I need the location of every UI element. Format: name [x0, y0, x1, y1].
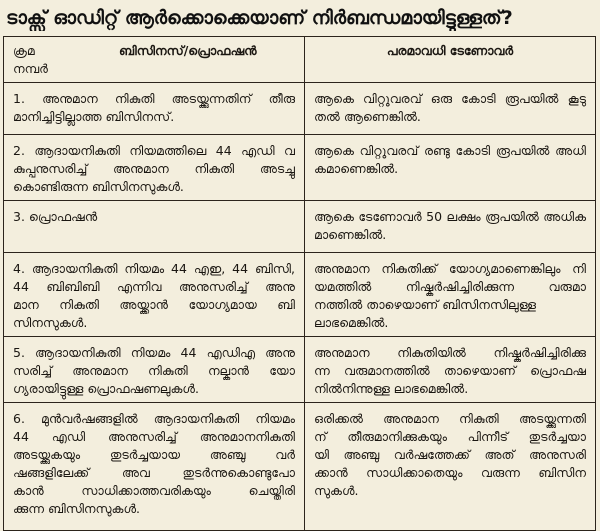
business-text-line: 1. അനുമാന നികുതി അടയ്ക്കുന്നതിന് തീരു	[13, 91, 295, 106]
business-text-line: ഗ്യരായിട്ടുള്ള പ്രൊഫഷണലുകൾ.	[13, 381, 199, 396]
business-text-line: ക്കുന്ന ബിസിനസുകൾ.	[13, 501, 141, 516]
business-text-line: 6. മുൻവർഷങ്ങളിൽ ആദായനികുതി നിയമം	[13, 411, 295, 426]
turnover-text-line: നത്തിൽ താഴെയാണ് ബിസിനസിലുള്ള	[314, 297, 536, 312]
table-row	[4, 402, 595, 530]
business-header-cell	[4, 37, 305, 82]
business-text-line: കുപ്പനുസരിച്ച് അനുമാന നികുതി അടച്ചു	[13, 161, 295, 176]
business-cell	[4, 135, 305, 200]
turnover-cell	[305, 253, 595, 336]
business-text-line: 4. ആദായനികുതി നിയമം 44 എഇ, 44 ബിസി,	[13, 261, 295, 276]
table-row	[4, 200, 595, 252]
business-cell	[4, 201, 305, 252]
table-row	[4, 82, 595, 134]
turnover-text-line: മാണെങ്കിൽ.	[314, 227, 387, 242]
turnover-text-line: ആകെ ടേണോവർ 50 ലക്ഷം രൂപയിൽ അധിക	[314, 209, 586, 224]
turnover-text-line: അനുമാന നികുതിയിൽ നിഷ്കർഷിച്ചിരിക്കു	[314, 345, 586, 360]
business-text-line: മാന നികുതി അയ്ക്കാൻ യോഗ്യമായ ബി	[13, 297, 295, 312]
turnover-cell	[305, 83, 595, 134]
business-text-line: ഷങ്ങളിലേക്ക് അവ തുടർന്നുകൊണ്ടുപോ	[13, 465, 295, 480]
business-text-line: സരിച്ച് അനുമാന നികുതി നല്കാൻ യോ	[13, 363, 295, 378]
table-row	[4, 252, 595, 336]
tax-audit-table	[3, 36, 596, 531]
serial-label-line: നമ്പർ	[13, 61, 48, 76]
turnover-text-line: ലാഭമെങ്കിൽ.	[314, 315, 389, 330]
business-text-line: മാനിച്ചിട്ടില്ലാത്ത ബിസിനസ്.	[13, 109, 175, 124]
business-text-line: കാൻ സാധിക്കാത്തവരികയും ചെയ്തിരി	[13, 483, 295, 498]
turnover-cell	[305, 337, 595, 402]
business-text-line: 5. ആദായനികുതി നിയമം 44 എഡിഎ അനു	[13, 345, 295, 360]
turnover-text-line: ഒരിക്കൽ അനുമാന നികുതി അടയ്ക്കുന്നതി	[314, 411, 586, 426]
turnover-text-line: ന്ന വരുമാനത്തിൽ താഴെയാണ് പ്രൊഫഷ	[314, 363, 586, 378]
business-cell	[4, 253, 305, 336]
business-header-label: ബിസിനസ്/പ്രൊഫഷൻ	[119, 43, 257, 58]
table-row	[4, 336, 595, 402]
turnover-cell	[305, 403, 595, 530]
business-cell	[4, 83, 305, 134]
turnover-text-line: യമത്തിൽ നിഷ്കർഷിച്ചിരിക്കുന്ന വരുമാ	[314, 279, 586, 294]
turnover-text-line: അനുമാന നികുതിക്ക് യോഗ്യമാണെങ്കിലും നി	[314, 261, 586, 276]
turnover-cell	[305, 135, 595, 200]
serial-label-line: ക്രമ	[13, 43, 35, 58]
business-text-line: സിനസുകൾ.	[13, 315, 88, 330]
page-title: ടാക്സ് ഓഡിറ്റ് ആർക്കൊക്കെയാണ് നിർബന്ധമായിട്ടുള്ളത്?	[6, 7, 513, 29]
business-text-line: 2. ആദായനികുതി നിയമത്തിലെ 44 എഡി വ	[13, 143, 295, 158]
turnover-cell	[305, 201, 595, 252]
turnover-text-line: ആകെ വിറ്റുവരവ് ഒരു കോടി രൂപയിൽ കൂടു	[314, 91, 586, 106]
turnover-text-line: ന് തീരുമാനിക്കുകയും പിന്നീട് തുടർച്ചയാ	[314, 429, 586, 444]
business-text-line: 44 എഡി അനുസരിച്ച് അനുമാനനികുതി	[13, 429, 295, 444]
turnover-text-line: യി അഞ്ചു വർഷത്തേക്ക് അത് അനുസരി	[314, 447, 586, 462]
business-text-line: കൊണ്ടിരുന്ന ബിസിനസുകൾ.	[13, 179, 184, 194]
turnover-text-line: സുകൾ.	[314, 483, 359, 498]
turnover-text-line: തൽ ആണെങ്കിൽ.	[314, 109, 421, 124]
business-cell	[4, 337, 305, 402]
turnover-text-line: നിൽനിന്നുള്ള ലാഭമെങ്കിൽ.	[314, 381, 469, 396]
business-text-line: 3. പ്രൊഫഷൻ	[13, 209, 98, 224]
serial-number-label	[13, 42, 113, 78]
turnover-text-line: ക്കാൻ സാധിക്കാതെയും വരുന്ന ബിസിന	[314, 465, 586, 480]
business-cell	[4, 403, 305, 530]
turnover-header-label: പരമാവധി ടേണോവർ	[386, 43, 514, 58]
business-text-line: അടയ്ക്കുകയും തുടർച്ചയായ അഞ്ചു വർ	[13, 447, 295, 462]
turnover-text-line: കമാണെങ്കിൽ.	[314, 161, 399, 176]
table-header-row	[4, 37, 595, 82]
table-row	[4, 134, 595, 200]
business-text-line: 44 ബിബിബി എന്നിവ അനുസരിച്ച് അനു	[13, 279, 295, 294]
turnover-text-line: ആകെ വിറ്റുവരവ് രണ്ടു കോടി രൂപയിൽ അധി	[314, 143, 586, 158]
